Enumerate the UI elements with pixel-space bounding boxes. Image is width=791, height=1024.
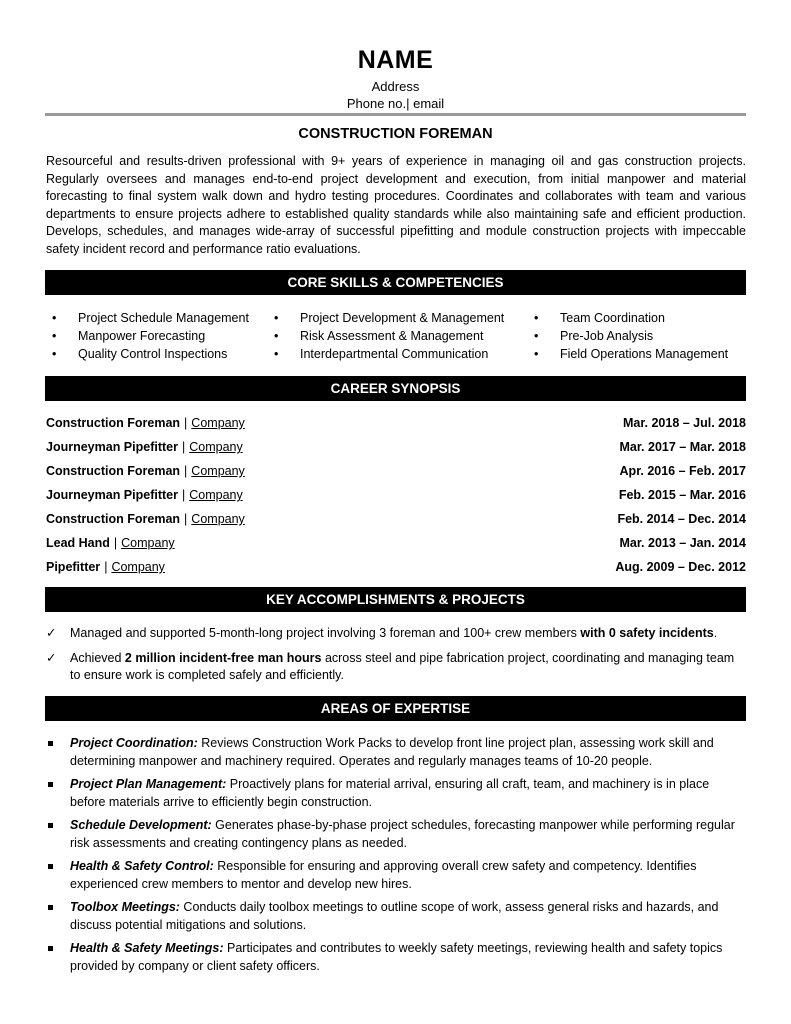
career-list [46,414,746,582]
company-link[interactable]: Company [191,464,245,478]
bullet-icon: • [274,347,279,361]
role-title: Pipefitter [46,560,101,574]
employment-dates: Feb. 2015 – Mar. 2016 [618,488,746,502]
career-row: Lead Hand | Company Mar. 2013 – Jan. 2014 [46,534,746,558]
skills-column [46,309,268,363]
career-row: Journeyman Pipefitter | Company Feb. 2015 – Mar. 2016 [46,486,746,510]
employment-dates: Mar. 2013 – Jan. 2014 [619,536,746,550]
expertise-item: Project Coordination: Reviews Construction Work Packs to develop front line project plan, assessing work skill and determining manpower and machinery required. Operates and regularly manages teams of 10-20 people. [46,735,746,770]
bullet-icon: • [52,311,57,325]
employment-dates: Apr. 2016 – Feb. 2017 [619,464,746,478]
accomplishment-item: ✓ Achieved 2 million incident-free man hours across steel and pipe fabrication project, coordinating and managing team to ensure work is completed safely and efficiently. [46,650,735,682]
expertise-heading: Health & Safety Control: [70,859,214,873]
skill-item: • Project Schedule Management [52,311,249,325]
company-link[interactable]: Company [191,416,245,430]
skill-item: • Risk Assessment & Management [274,329,484,343]
expertise-list [46,735,746,981]
skill-item: • Manpower Forecasting [52,329,206,343]
career-row: Pipefitter | Company Aug. 2009 – Dec. 2012 [46,558,746,582]
employment-dates: Mar. 2018 – Jul. 2018 [622,416,746,430]
section-header-expertise: AREAS OF EXPERTISE [45,696,746,721]
company-link[interactable]: Company [189,440,243,454]
career-row: Construction Foreman | Company Feb. 2014 – Dec. 2014 [46,510,746,534]
bullet-icon: • [274,311,279,325]
role-title: Journeyman Pipefitter [46,440,178,454]
checkmark-icon: ✓ [46,626,57,640]
career-row: Journeyman Pipefitter | Company Mar. 2017 – Mar. 2018 [46,438,746,462]
company-link[interactable]: Company [121,536,175,550]
career-row: Construction Foreman | Company Apr. 2016 – Feb. 2017 [46,462,746,486]
career-row: Construction Foreman | Company Mar. 2018 – Jul. 2018 [46,414,746,438]
employment-dates: Aug. 2009 – Dec. 2012 [615,560,746,574]
contact-line: Phone no.| email [346,96,445,111]
expertise-heading: Project Coordination: [70,736,198,750]
expertise-heading: Project Plan Management: [70,777,227,791]
job-title: CONSTRUCTION FOREMAN [298,126,493,142]
company-link[interactable]: Company [189,488,243,502]
skills-column [268,309,528,363]
expertise-item: Schedule Development: Generates phase-by-phase project schedules, forecasting manpower while performing regular risk assessments and creating contingency plans as needed. [46,817,746,852]
square-bullet-icon [48,946,53,951]
skill-item: • Quality Control Inspections [52,347,228,361]
expertise-item: Health & Safety Meetings: Participates and contributes to weekly safety meetings, reviewing health and safety topics provided by company or client safety officers. [46,940,746,975]
address: Address [371,79,420,94]
role-title: Construction Foreman [46,464,181,478]
skills-column [528,309,746,363]
section-header-career: CAREER SYNOPSIS [45,376,746,401]
expertise-heading: Schedule Development: [70,818,212,832]
role-title: Journeyman Pipefitter [46,488,178,502]
expertise-heading: Health & Safety Meetings: [70,941,224,955]
bullet-icon: • [52,347,57,361]
square-bullet-icon [48,905,53,910]
square-bullet-icon [48,782,53,787]
bullet-icon: • [52,329,57,343]
role-title: Construction Foreman [46,512,181,526]
section-header-accomplishments: KEY ACCOMPLISHMENTS & PROJECTS [45,587,746,612]
bullet-icon: • [534,329,539,343]
company-link[interactable]: Company [191,512,245,526]
expertise-item: Project Plan Management: Proactively plans for material arrival, ensuring all craft, team, and machinery is in place before materials arrive to efficiently begin construction. [46,776,746,811]
skill-item: • Interdepartmental Communication [274,347,489,361]
candidate-name: NAME [357,46,434,74]
role-title: Construction Foreman [46,416,181,430]
employment-dates: Mar. 2017 – Mar. 2018 [619,440,746,454]
accomplishment-item: ✓ Managed and supported 5-month-long project involving 3 foreman and 100+ crew members with 0 safety incidents. [46,625,746,643]
professional-summary: Resourceful and results-driven professional with 9+ years of experience in managing oil and gas construction projects. Regularly oversees and manages end-to-end project development and execution, from initial manpower and material forecasting to final system walk down and hydro testing procedures. Coordinates and collaborates with team and various departments to ensure projects adhere to established quality standards while also maintaining safe and efficient production. Develops, schedules, and manages wide-array of successful pipefitting and module construction projects with impeccable safety incident record and performance ratio evaluations. [46,154,746,256]
accomplishments-list [46,625,746,692]
square-bullet-icon [48,741,53,746]
checkmark-icon: ✓ [46,650,57,665]
skill-item: • Field Operations Management [534,347,729,361]
expertise-item: Toolbox Meetings: Conducts daily toolbox meetings to outline scope of work, assess general risks and hazards, and discuss potential mitigations and solutions. [46,899,746,934]
bullet-icon: • [534,347,539,361]
square-bullet-icon [48,823,53,828]
square-bullet-icon [48,864,53,869]
section-header-skills: CORE SKILLS & COMPETENCIES [45,270,746,295]
skill-item: • Pre-Job Analysis [534,329,654,343]
skills-grid [46,309,746,363]
company-link[interactable]: Company [111,560,165,574]
bullet-icon: • [274,329,279,343]
header-divider [45,113,746,116]
skill-item: • Team Coordination [534,311,665,325]
skill-item: • Project Development & Management [274,311,505,325]
expertise-heading: Toolbox Meetings: [70,900,180,914]
expertise-item: Health & Safety Control: Responsible for ensuring and approving overall crew safety and competency. Identifies experienced crew members to mentor and develop new hires. [46,858,746,893]
employment-dates: Feb. 2014 – Dec. 2014 [617,512,746,526]
role-title: Lead Hand [46,536,110,550]
bullet-icon: • [534,311,539,325]
